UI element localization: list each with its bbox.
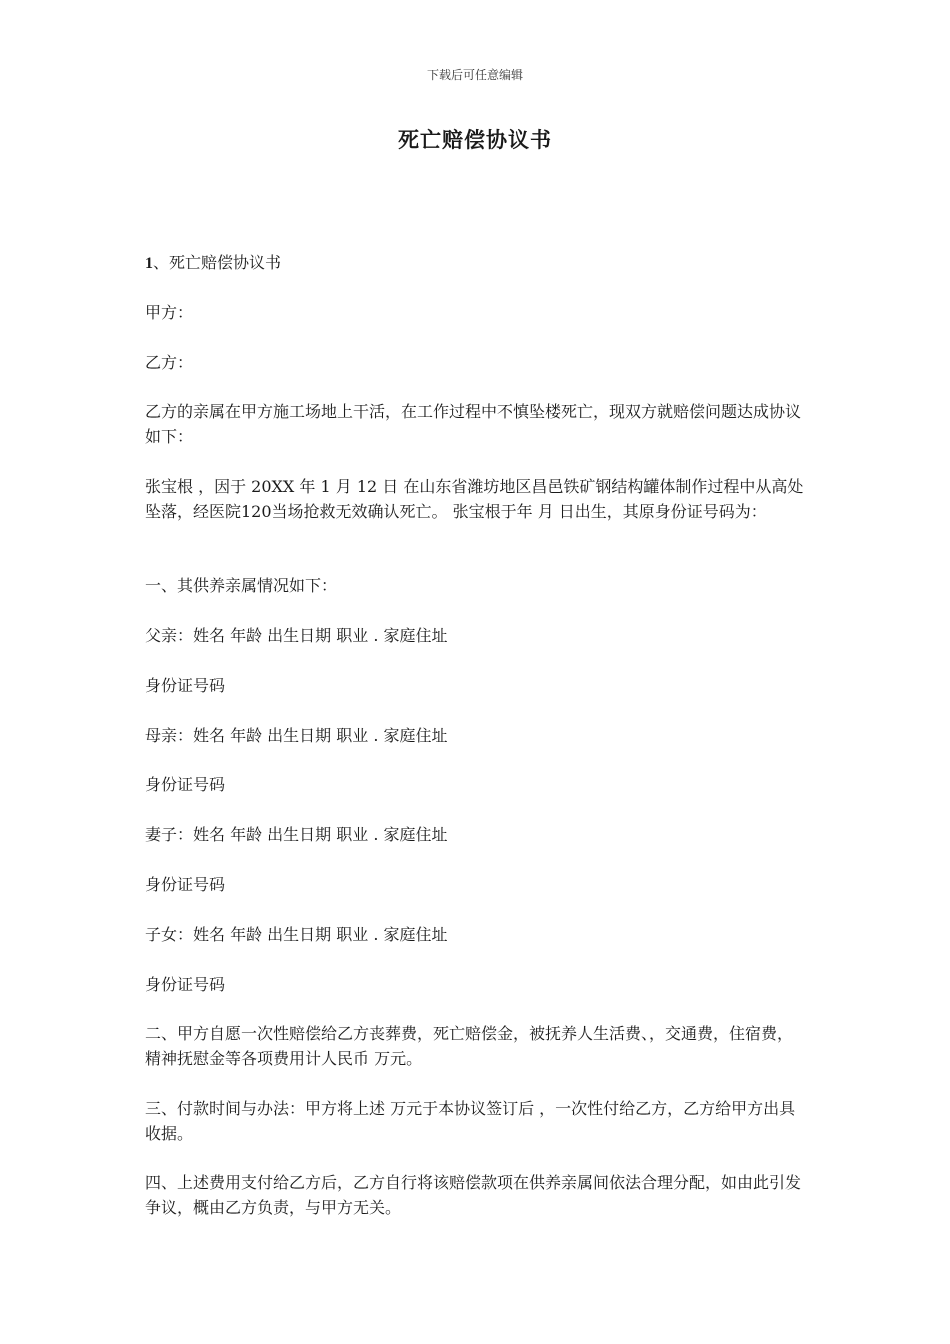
party-b-label: 乙方： <box>145 353 194 372</box>
paragraph-item4: 四、上述费用支付给乙方后，乙方自行将该赔偿款项在供养亲属间依法合理分配，如由此引发争议，概由乙方负责，与甲方无关。 <box>145 1173 802 1217</box>
father-id: 身份证号码 <box>145 676 226 695</box>
mother-id: 身份证号码 <box>145 775 226 794</box>
paragraph-incident: 张宝根 ，因于 20XX 年 1 月 12 日 在山东省潍坊地区昌邑铁矿钢结构罐体制作过程中从高处坠落，经医院120当场抢救无效确认死亡。 张宝根于年 月 日出生，其原身份证号码为： <box>145 477 804 521</box>
wife-info: 妻子：姓名 年龄 出生日期 职业 . 家庭住址 <box>145 825 448 844</box>
header-note: 下载后可任意编辑 <box>426 68 523 82</box>
paragraph-item1: 一、其供养亲属情况如下： <box>145 576 338 595</box>
paragraph-intro: 乙方的亲属在甲方施工场地上干活，在工作过程中不慎坠楼死亡，现双方就赔偿问题达成协议如下： <box>145 402 802 446</box>
paragraph-item2: 二、甲方自愿一次性赔偿给乙方丧葬费，死亡赔偿金，被抚养人生活费、，交通费，住宿费，精神抚慰金等各项费用计人民币 万元。 <box>145 1024 794 1068</box>
wife-id: 身份证号码 <box>145 875 226 894</box>
section-heading-text: 、死亡赔偿协议书 <box>153 253 282 272</box>
section-number: 1 <box>145 255 153 272</box>
mother-info: 母亲：姓名 年龄 出生日期 职业 . 家庭住址 <box>145 726 448 745</box>
children-info: 子女：姓名 年龄 出生日期 职业 . 家庭住址 <box>145 925 448 944</box>
children-id: 身份证号码 <box>145 975 226 994</box>
father-info: 父亲：姓名 年龄 出生日期 职业 . 家庭住址 <box>145 626 448 645</box>
paragraph-item3: 三、付款时间与办法：甲方将上述 万元于本协议签订后 ，一次性付给乙方，乙方给甲方出具收据。 <box>145 1099 796 1143</box>
document-title: 死亡赔偿协议书 <box>398 127 552 152</box>
party-a-label: 甲方： <box>145 303 194 322</box>
section-heading <box>145 250 807 276</box>
